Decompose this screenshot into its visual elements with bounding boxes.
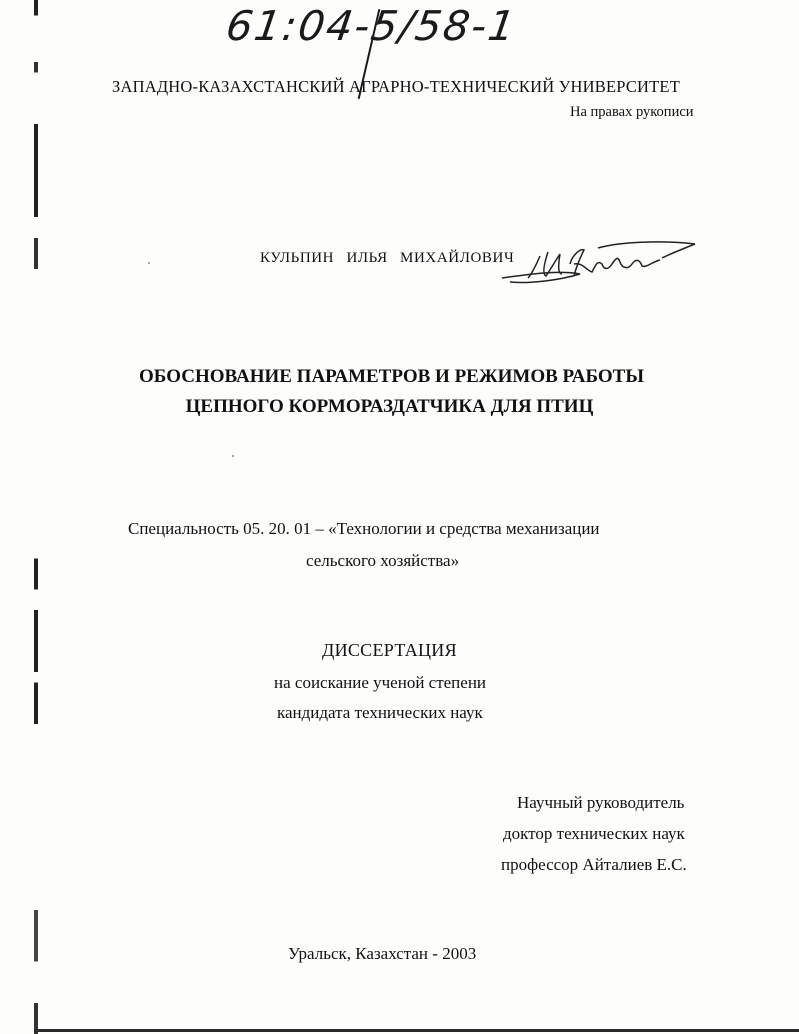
scan-edge-left xyxy=(34,0,38,1034)
degree-line-2: кандидата технических наук xyxy=(277,703,483,722)
archive-stamp: 61:04-5/58-1 xyxy=(223,2,520,50)
author-name: КУЛЬПИН ИЛЬЯ МИХАЙЛОВИЧ xyxy=(260,250,515,266)
place-and-year: Уральск, Казахстан - 2003 xyxy=(288,944,477,963)
author-signature xyxy=(500,234,705,288)
dissertation-title-line-1: ОБОСНОВАНИЕ ПАРАМЕТРОВ И РЕЖИМОВ РАБОТЫ xyxy=(139,366,644,387)
supervisor-line-2: доктор технических наук xyxy=(503,824,685,843)
supervisor-line-3: профессор Айталиев Е.С. xyxy=(501,855,687,874)
dissertation-title-line-2: ЦЕПНОГО КОРМОРАЗДАТЧИКА ДЛЯ ПТИЦ xyxy=(185,396,594,417)
scan-speck xyxy=(232,455,234,457)
supervisor-line-1: Научный руководитель xyxy=(517,793,685,812)
scan-edge-bottom xyxy=(34,1029,799,1032)
degree-line-1: на соискание ученой степени xyxy=(274,673,487,692)
specialty-line-1: Специальность 05. 20. 01 – «Технологии и средства механизации xyxy=(128,519,600,538)
specialty-line-2: сельского хозяйства» xyxy=(306,551,460,570)
university-name: ЗАПАДНО-КАЗАХСТАНСКИЙ АГРАРНО-ТЕХНИЧЕСКИЙ УНИВЕРСИТЕТ xyxy=(112,77,680,96)
manuscript-rights-note: На правах рукописи xyxy=(570,104,694,120)
scan-speck xyxy=(148,262,150,264)
document-type: ДИССЕРТАЦИЯ xyxy=(322,640,457,660)
